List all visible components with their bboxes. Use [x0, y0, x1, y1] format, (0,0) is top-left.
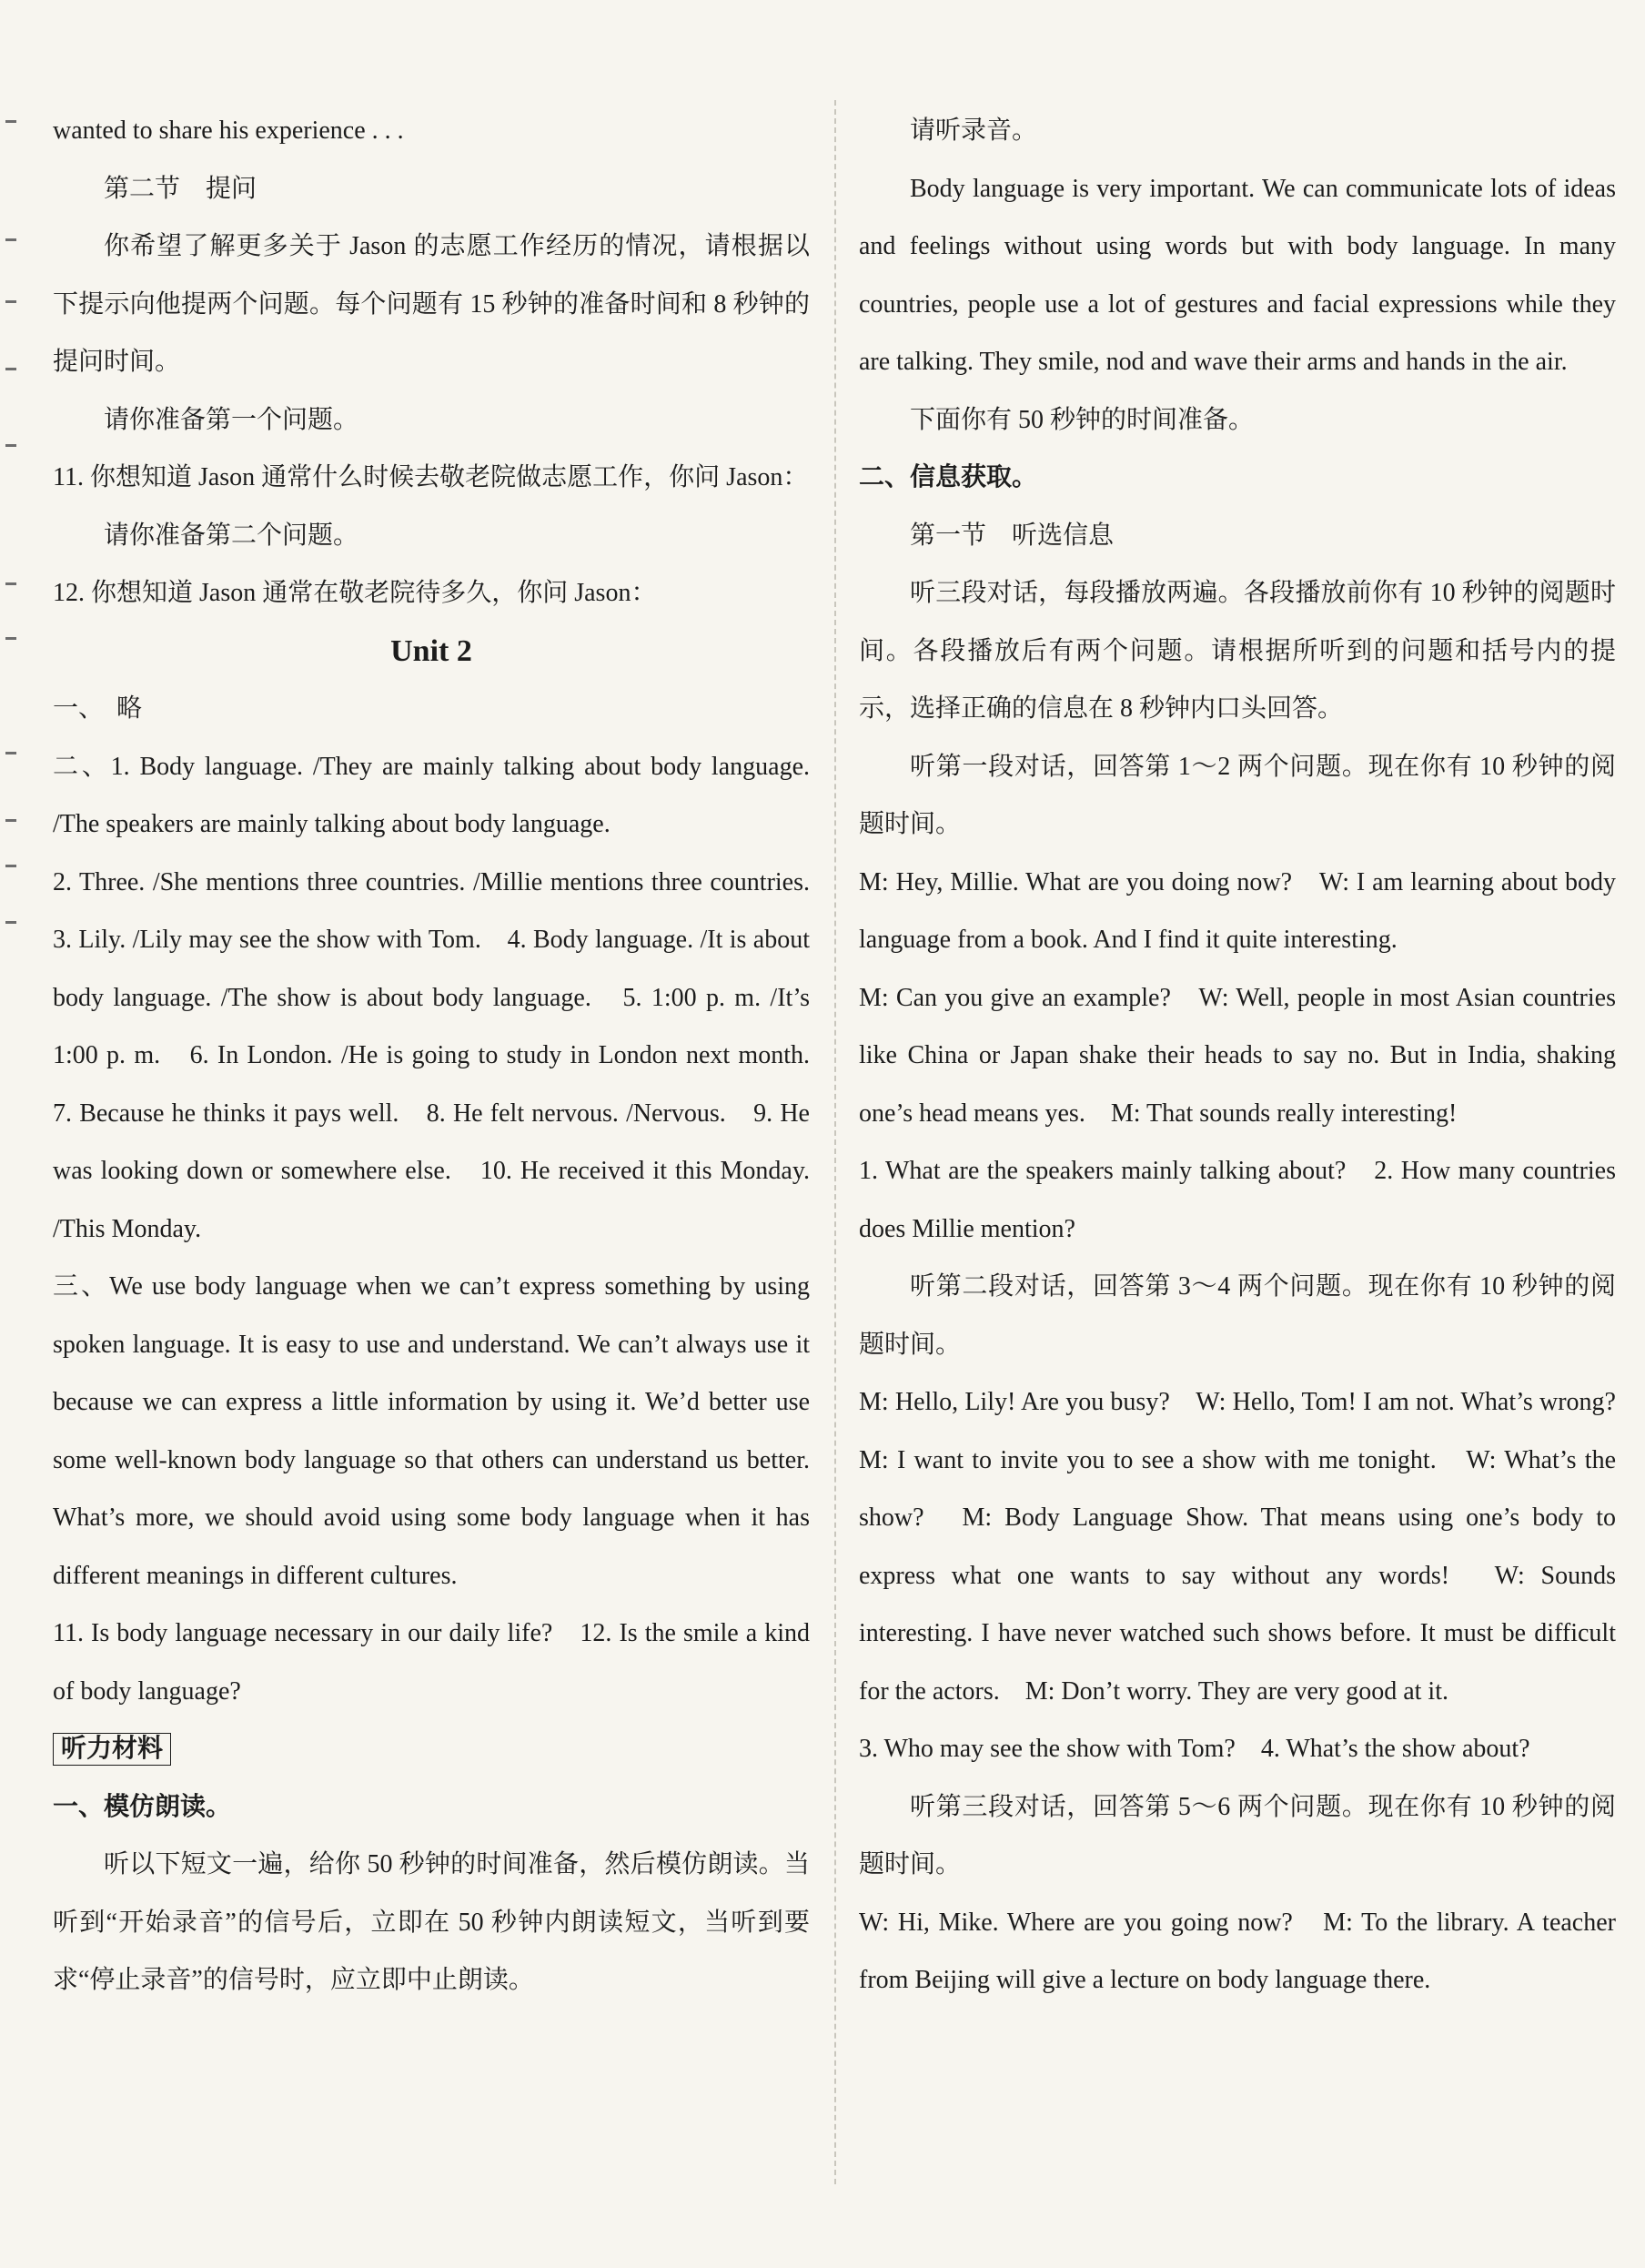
column-divider	[834, 100, 836, 2184]
right-paragraph: M: Hey, Millie. What are you doing now? W: I am learning about body language from a book. And I find it quite interesting.	[859, 867, 1616, 954]
right-paragraph: M: Can you give an example? W: Well, people in most Asian countries like China or Japan shake their heads to say no. But in India, shaking one’s head means yes. M: That sounds really interesting!	[859, 983, 1616, 1128]
left-paragraph: 12. 你想知道 Jason 通常在敬老院待多久，你问 Jason：	[53, 579, 657, 607]
right-paragraph: 1. What are the speakers mainly talking about? 2. How many countries does Millie mention?	[859, 1157, 1616, 1243]
left-column	[53, 102, 836, 2010]
section-label: 听力材料	[53, 1733, 171, 1766]
right-paragraph: 请听录音。	[910, 116, 1038, 145]
left-paragraph: 三、We use body language when we can’t express something by using spoken language. It is easy to use and understand. We can’t always use it because we can express a little information by using it. We’d better use some well-known body language so that others can understand us better. What’s more, we should avoid using some body language when it has different meanings in different cultures.	[53, 1272, 810, 1590]
right-paragraph: 听第三段对话，回答第 5～6 两个问题。现在你有 10 秒钟的阅题时间。	[859, 1792, 1616, 1878]
right-paragraph: 3. Who may see the show with Tom? 4. What’s the show about?	[859, 1735, 1530, 1763]
left-paragraph: 二、1. Body language. /They are mainly talking about body language. /The speakers are mainly talking about body language.	[53, 752, 810, 838]
left-paragraph: 2. Three. /She mentions three countries. /Millie mentions three countries. 3. Lily. /Lily may see the show with Tom. 4. Body language. /It is about body language. /The show is about body language. 5. 1:00 p. m. /It’s 1:00 p. m. 6. In London. /He is going to study in London next month. 7. Because he thinks it pays well. 8. He felt nervous. /Nervous. 9. He was looking down or somewhere else. 10. He received it this Monday. /This Monday.	[53, 867, 836, 1243]
unit-heading: Unit 2	[390, 633, 472, 668]
right-paragraph: Body language is very important. We can communicate lots of ideas and feelings without using words but with body language. In many countries, people use a lot of gestures and facial expressions while they are talking. They smile, nod and wave their arms and hands in the air.	[859, 174, 1616, 376]
right-paragraph: 下面你有 50 秒钟的时间准备。	[910, 405, 1255, 434]
right-paragraph: 听第一段对话，回答第 1～2 两个问题。现在你有 10 秒钟的阅题时间。	[859, 752, 1616, 838]
right-paragraph: M: Hello, Lily! Are you busy? W: Hello, Tom! I am not. What’s wrong? M: I want to invite you to see a show with me tonight. W: What’s the show? M: Body Language Show. That means using one’s body to express what one wants to say without any words! W: Sounds interesting. I have never watched such shows before. It must be difficult for the actors. M: Don’t worry. They are very good at it.	[859, 1388, 1642, 1706]
left-paragraph: 请你准备第一个问题。	[104, 405, 359, 434]
binding-edge-marks	[0, 0, 25, 2268]
right-paragraph: W: Hi, Mike. Where are you going now? M: To the library. A teacher from Beijing will give a lecture on body language there.	[859, 1908, 1616, 1994]
left-paragraph: 11. 你想知道 Jason 通常什么时候去敬老院做志愿工作，你问 Jason：	[53, 463, 809, 491]
left-paragraph: 一、 略	[53, 694, 143, 723]
right-column	[859, 102, 1642, 2010]
left-paragraph: 11. Is body language necessary in our daily life? 12. Is the smile a kind of body language?	[53, 1619, 810, 1706]
left-paragraph: wanted to share his experience . . .	[53, 116, 404, 145]
left-paragraph: 一、模仿朗读。	[53, 1792, 232, 1821]
left-paragraph: 第二节 提问	[104, 174, 257, 203]
right-paragraph: 听第二段对话，回答第 3～4 两个问题。现在你有 10 秒钟的阅题时间。	[859, 1272, 1616, 1359]
right-paragraph: 听三段对话，每段播放两遍。各段播放前你有 10 秒钟的阅题时间。各段播放后有两个问题。请根据所听到的问题和括号内的提示，选择正确的信息在 8 秒钟内口头回答。	[859, 579, 1616, 723]
left-paragraph: 听以下短文一遍，给你 50 秒钟的时间准备，然后模仿朗读。当听到“开始录音”的信号后，立即在 50 秒钟内朗读短文，当听到要求“停止录音”的信号时，应立即中止朗读。	[53, 1850, 810, 1994]
right-paragraph: 第一节 听选信息	[910, 521, 1115, 550]
left-paragraph: 请你准备第二个问题。	[104, 521, 359, 550]
right-paragraph: 二、信息获取。	[859, 463, 1038, 491]
left-paragraph: 你希望了解更多关于 Jason 的志愿工作经历的情况，请根据以下提示向他提两个问题。每个问题有 15 秒钟的准备时间和 8 秒钟的提问时间。	[53, 232, 810, 376]
left-paragraph	[53, 1720, 810, 1778]
